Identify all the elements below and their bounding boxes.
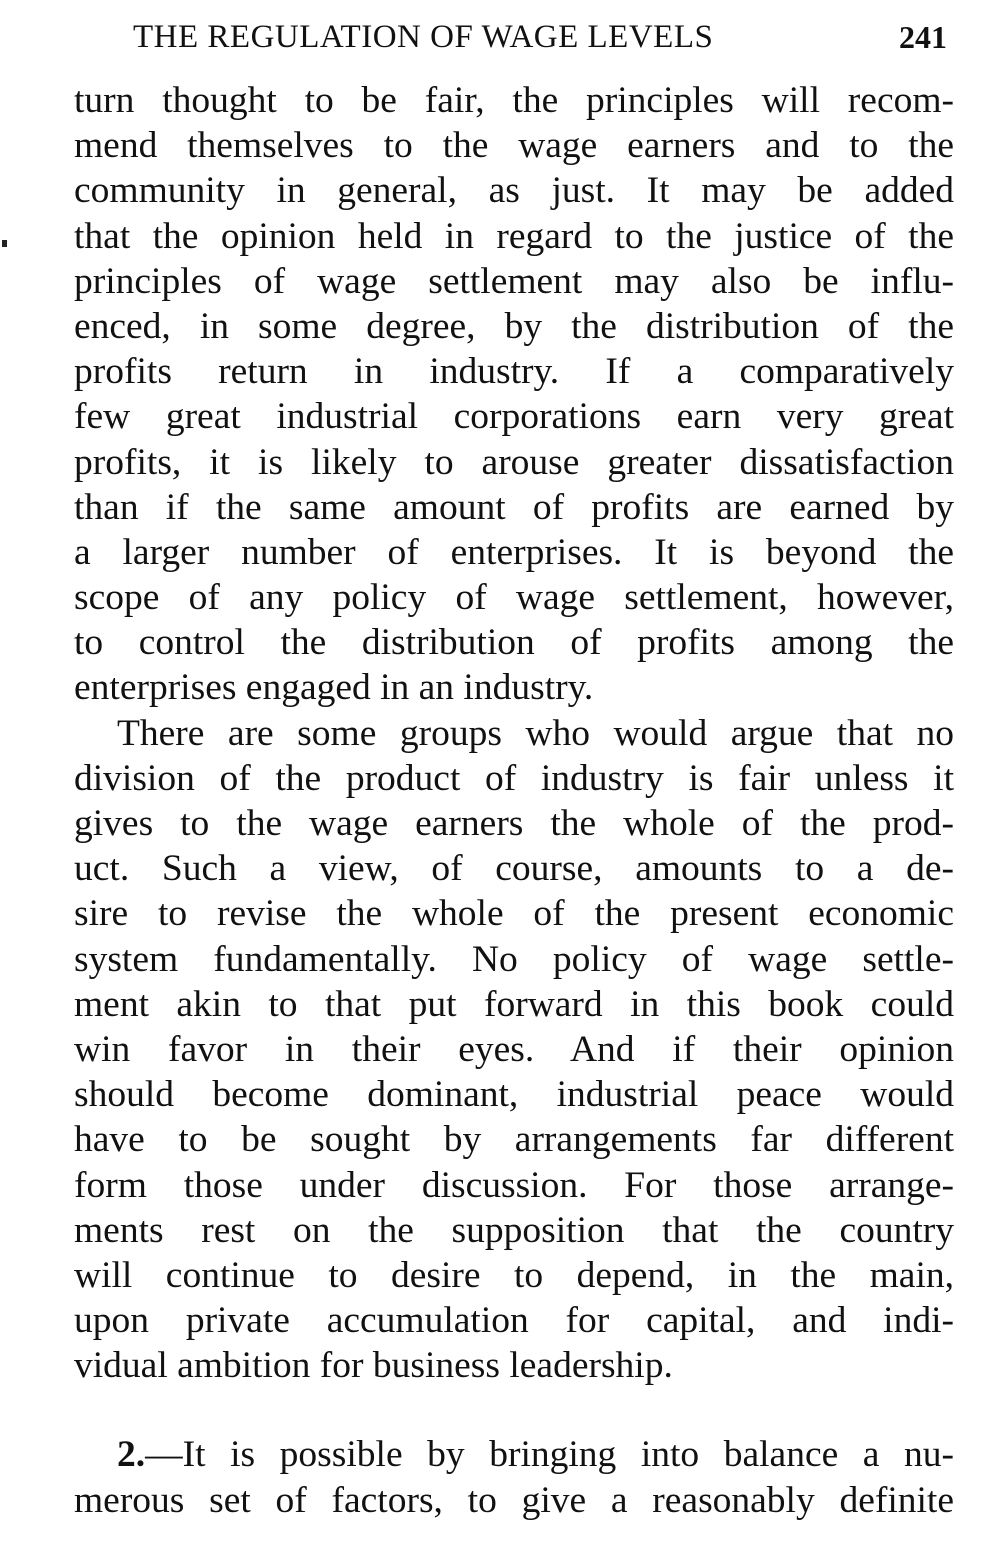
text-line: profits, it is likely to arouse greater dissatisfaction [74, 441, 954, 483]
text-line: There are some groups who would argue that no [117, 712, 954, 754]
text-line: community in general, as just. It may be added [74, 170, 954, 212]
text-line: principles of wage settlement may also be influ- [74, 260, 954, 302]
margin-mark [2, 240, 7, 247]
text-line: scope of any policy of wage settlement, however, [74, 577, 954, 619]
text-line: upon private accumulation for capital, and indi- [74, 1300, 954, 1342]
text-line: uct. Such a view, of course, amounts to a de- [74, 848, 954, 890]
text-line: gives to the wage earners the whole of the prod- [74, 803, 954, 844]
paragraph-2 [74, 711, 954, 1389]
text-line: to control the distribution of profits among the [74, 622, 954, 664]
text-line: sire to revise the whole of the present economic [74, 893, 954, 935]
text-line: profits return in industry. If a comparatively [74, 351, 954, 393]
text-line: form those under discussion. For those arrange- [74, 1164, 954, 1206]
text-line: few great industrial corporations earn very great [74, 396, 954, 438]
section-text: —It is possible by bringing into balance a nu- [145, 1434, 954, 1476]
section-gap [74, 1388, 954, 1432]
running-title: THE REGULATION OF WAGE LEVELS [133, 19, 714, 55]
text-line: have to be sought by arrangements far different [74, 1119, 954, 1161]
text-line: that the opinion held in regard to the justice of the [74, 215, 954, 257]
text-line: ments rest on the supposition that the country [74, 1209, 954, 1251]
text-line: vidual ambition for business leadership. [74, 1345, 673, 1387]
text-line: enced, in some degree, by the distribution of the [74, 305, 954, 347]
text-line: should become dominant, industrial peace would [74, 1074, 954, 1116]
text-line: system fundamentally. No policy of wage settle- [74, 938, 954, 980]
text-line: a larger number of enterprises. It is beyond the [74, 531, 954, 573]
text-line: than if the same amount of profits are earned by [74, 486, 954, 528]
text-line: enterprises engaged in an industry. [74, 667, 594, 709]
page-header [133, 14, 953, 60]
section-number: 2. [117, 1434, 146, 1476]
text-line: ment akin to that put forward in this book could [74, 983, 954, 1025]
text-line: mend themselves to the wage earners and to the [74, 125, 954, 167]
paragraph-1 [74, 78, 954, 711]
page-number: 241 [899, 19, 947, 55]
text-line: turn thought to be fair, the principles will recom- [74, 80, 954, 121]
text-line: merous set of factors, to give a reasonably definite [74, 1479, 954, 1521]
text-line: will continue to desire to depend, in the main, [74, 1254, 954, 1296]
text-line: division of the product of industry is fair unless it [74, 757, 954, 799]
body-text [74, 78, 954, 1523]
section-2 [74, 1432, 954, 1522]
text-line: win favor in their eyes. And if their opinion [74, 1028, 954, 1070]
text-line [74, 1432, 954, 1477]
